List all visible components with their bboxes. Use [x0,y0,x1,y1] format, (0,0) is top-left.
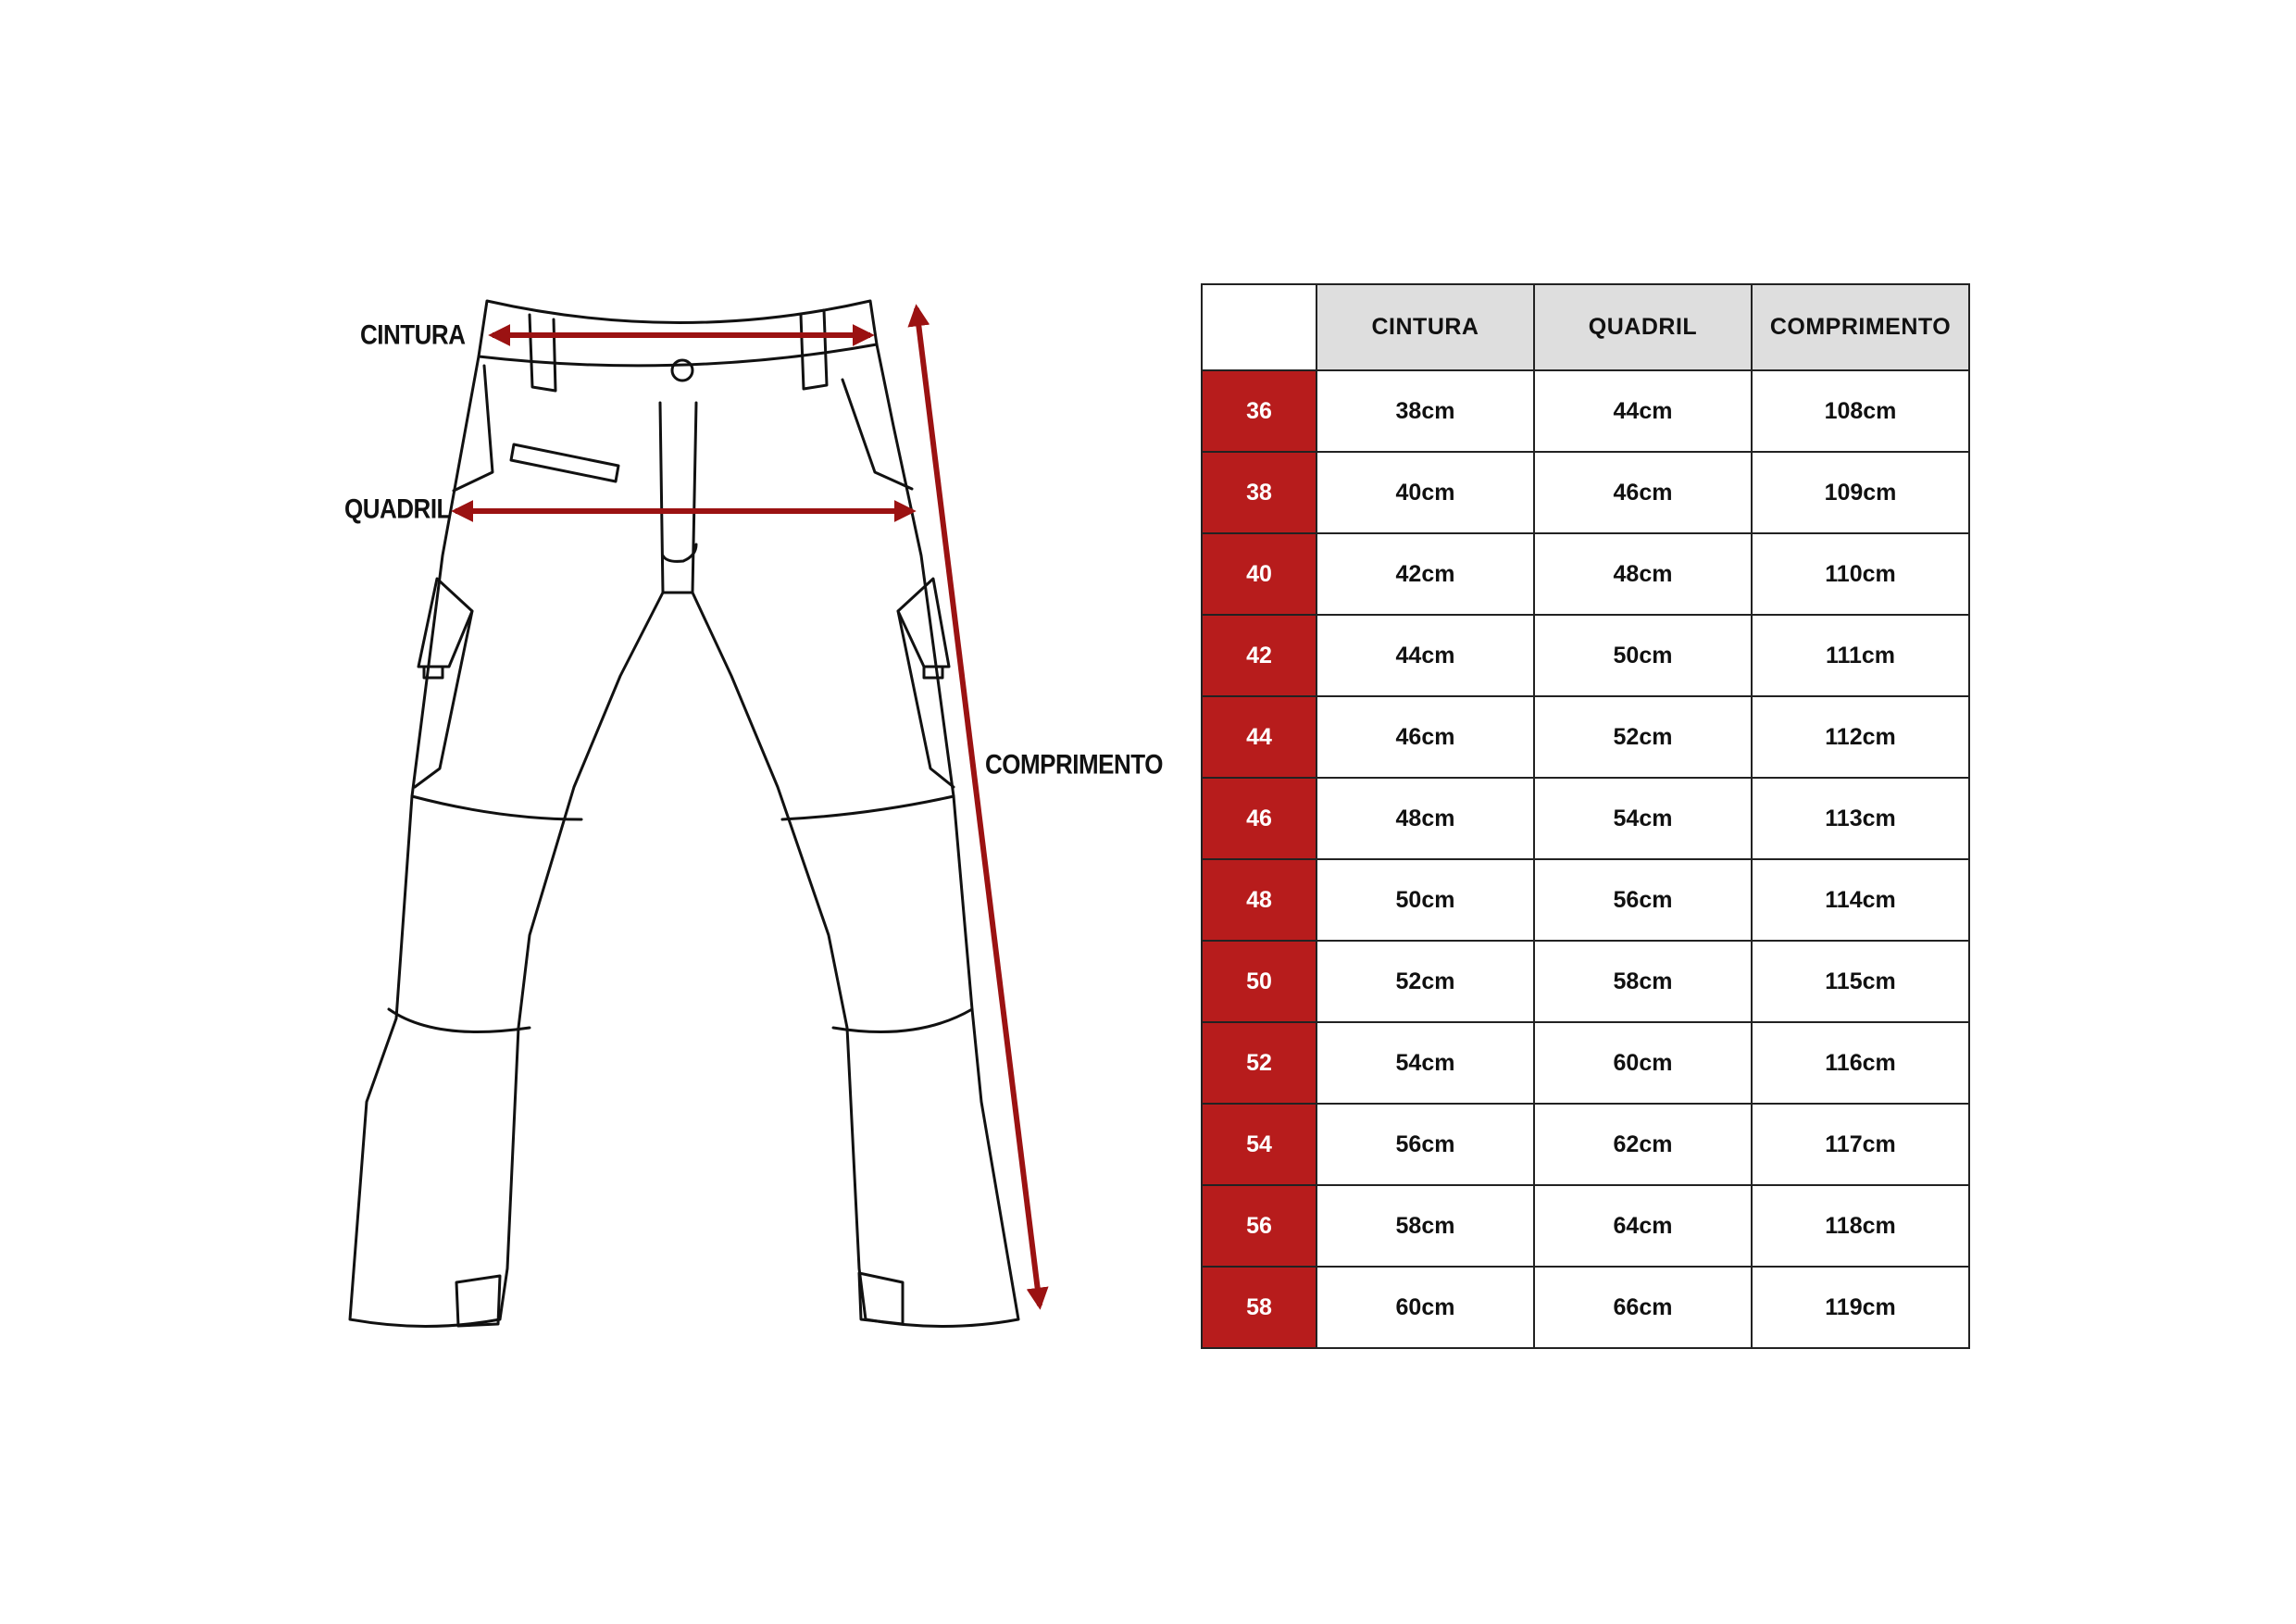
size-cell: 50 [1202,941,1316,1022]
waist-cell: 46cm [1316,696,1534,778]
length-cell: 111cm [1752,615,1969,696]
table-row [1202,941,1969,1022]
size-table [1201,283,1970,1349]
size-cell: 36 [1202,370,1316,452]
size-cell: 46 [1202,778,1316,859]
size-cell: 52 [1202,1022,1316,1104]
length-cell: 117cm [1752,1104,1969,1185]
waist-cell: 54cm [1316,1022,1534,1104]
table-row [1202,615,1969,696]
table-row [1202,370,1969,452]
length-cell: 116cm [1752,1022,1969,1104]
size-cell: 40 [1202,533,1316,615]
size-cell: 44 [1202,696,1316,778]
hip-cell: 56cm [1534,859,1752,941]
length-arrow [917,308,1040,1305]
table-row [1202,1022,1969,1104]
waist-cell: 38cm [1316,370,1534,452]
header-corner [1202,284,1316,370]
waist-cell: 52cm [1316,941,1534,1022]
length-cell: 115cm [1752,941,1969,1022]
length-cell: 110cm [1752,533,1969,615]
header-hip: QUADRIL [1534,284,1752,370]
length-cell: 119cm [1752,1267,1969,1348]
length-cell: 113cm [1752,778,1969,859]
table-row [1202,1185,1969,1267]
size-cell: 48 [1202,859,1316,941]
hip-cell: 58cm [1534,941,1752,1022]
pants-outline [350,301,1018,1327]
hip-cell: 60cm [1534,1022,1752,1104]
hip-cell: 44cm [1534,370,1752,452]
table-row [1202,452,1969,533]
size-cell: 38 [1202,452,1316,533]
size-cell: 42 [1202,615,1316,696]
waist-label: CINTURA [360,319,466,351]
table-row [1202,778,1969,859]
waist-cell: 40cm [1316,452,1534,533]
waist-cell: 58cm [1316,1185,1534,1267]
table-header-row [1202,284,1969,370]
pants-diagram [315,278,1185,1352]
waist-cell: 44cm [1316,615,1534,696]
size-cell: 58 [1202,1267,1316,1348]
hip-cell: 52cm [1534,696,1752,778]
waist-cell: 42cm [1316,533,1534,615]
hip-cell: 66cm [1534,1267,1752,1348]
hip-label: QUADRIL [344,493,451,525]
length-cell: 109cm [1752,452,1969,533]
waist-cell: 60cm [1316,1267,1534,1348]
table-row [1202,1267,1969,1348]
size-cell: 56 [1202,1185,1316,1267]
waist-cell: 50cm [1316,859,1534,941]
measure-arrows [455,308,1040,1305]
table-row [1202,696,1969,778]
hip-cell: 50cm [1534,615,1752,696]
length-cell: 112cm [1752,696,1969,778]
hip-cell: 62cm [1534,1104,1752,1185]
length-cell: 108cm [1752,370,1969,452]
length-cell: 118cm [1752,1185,1969,1267]
length-cell: 114cm [1752,859,1969,941]
hip-cell: 46cm [1534,452,1752,533]
waist-cell: 48cm [1316,778,1534,859]
table-row [1202,859,1969,941]
hip-cell: 54cm [1534,778,1752,859]
hip-cell: 64cm [1534,1185,1752,1267]
header-waist: CINTURA [1316,284,1534,370]
hip-cell: 48cm [1534,533,1752,615]
header-length: COMPRIMENTO [1752,284,1969,370]
table-row [1202,1104,1969,1185]
table-row [1202,533,1969,615]
waist-cell: 56cm [1316,1104,1534,1185]
length-label: COMPRIMENTO [985,748,1163,781]
size-cell: 54 [1202,1104,1316,1185]
